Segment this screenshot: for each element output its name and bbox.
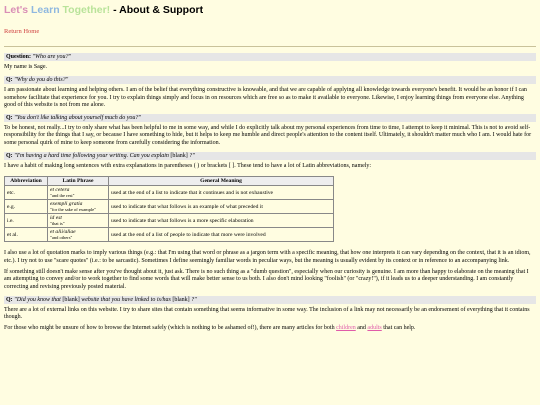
answer-linked-website: There are a lot of external links on this website. I try to share sites that contain something that seems informative in some way. The inclusion of a link may not necessarily be an endorsement of everything that it contains though.: [4, 306, 530, 321]
latin-phrase: et cetera: [50, 187, 70, 194]
answer-hard-time-following: I have a habit of making long sentences with extra explanations in parentheses ( ) or brackets [ ]. These tend to have a lot of Latin abbreviations, namely:: [4, 163, 372, 170]
paragraph-quotation-marks: I also use a lot of quotation marks to imply various things (e.g.: that I'm using that word or phrase as a jargon term with a specific meaning, that how one interprets it can vary depending on the context, that it is an idiom, etc.). I try not to use "scare quotes" (i.e.: to be sarcastic). Sometimes I define seemingly familiar words in peculiar ways, but the meaning is usually evident by its context or in reference to an accompanying link.: [4, 250, 531, 264]
title-part-together: Together!: [62, 4, 111, 16]
cell-abbreviation: etc.: [5, 186, 48, 200]
answer-who-are-you: My name is Sage.: [4, 64, 47, 70]
page-title: [4, 4, 536, 16]
latin-phrase: id est: [50, 215, 62, 222]
column-header-general-meaning: General Meaning: [109, 177, 334, 186]
question-text-b: website that you have linked to is/has: [79, 296, 173, 303]
question-label: Question:: [6, 54, 32, 60]
latin-translation: "and others": [50, 235, 73, 241]
question-label: Q:: [6, 115, 13, 122]
paragraph-browse-safely: [4, 325, 536, 332]
question-blank-1: [blank]: [62, 296, 80, 303]
cell-meaning: used to indicate that what follows is a more specific elaboration: [109, 214, 334, 228]
latin-abbreviations-table: [4, 176, 334, 242]
browse-text-b: that can help.: [381, 325, 416, 332]
question-label: Q:: [6, 77, 13, 84]
title-part-learn: Learn: [31, 4, 63, 16]
latin-phrase: exempli gratia: [50, 201, 83, 208]
title-suffix: - About & Support: [110, 4, 204, 16]
cell-meaning: used at the end of a list of people to indicate that more were involved: [109, 228, 334, 242]
question-blank: [blank]: [170, 153, 188, 160]
table-row: [5, 228, 334, 242]
cell-meaning: used at the end of a list to indicate that it continues and is not exhaustive: [109, 186, 334, 200]
question-text: "You don't like talking about yourself much do you?": [14, 115, 141, 122]
cell-meaning: used to indicate that what follows is an example of what preceded it: [109, 200, 334, 214]
question-label: Q:: [6, 153, 13, 160]
cell-latin-phrase: [48, 228, 109, 242]
title-part-lets: Let's: [4, 4, 32, 16]
latin-translation: "that is": [50, 221, 65, 227]
question-hard-time-following: [4, 152, 536, 160]
question-blank-2: [blank]: [172, 296, 190, 303]
latin-phrase: et alii/aliae: [50, 229, 76, 236]
question-who-are-you: [4, 53, 536, 61]
question-linked-website: [4, 296, 536, 304]
table-row: [5, 214, 334, 228]
return-home-link[interactable]: Return Home: [4, 28, 40, 35]
question-text-b: ?": [187, 153, 195, 160]
question-talking-about-yourself: [4, 114, 536, 122]
question-text-a: "Did you know that: [14, 296, 63, 303]
question-why-do-this: [4, 76, 536, 84]
question-label: Q:: [6, 296, 13, 303]
divider: [4, 46, 536, 47]
table-header-row: [5, 177, 334, 186]
table-row: [5, 200, 334, 214]
answer-why-do-this: I am passionate about learning and helping others. I am of the belief that everything constructive is knowable, and that we are capable of applying all knowledge towards everyone's benefit. It would be an honor if I can somehow facilitate that experience for you. I try to explain things simply and focus in on resources which are free so as to make it available to everyone. Likewise, I enjoy learning things from everyone else. Anything good of this website is not from me alone.: [4, 87, 527, 108]
cell-abbreviation: et al.: [5, 228, 48, 242]
children-link[interactable]: children: [336, 325, 356, 332]
cell-latin-phrase: [48, 214, 109, 228]
cell-latin-phrase: [48, 186, 109, 200]
cell-latin-phrase: [48, 200, 109, 214]
question-text: "Why do you do this?": [14, 77, 69, 84]
browse-and: and: [355, 325, 368, 332]
adults-link[interactable]: adults: [367, 325, 382, 332]
browse-text-a: For those who might be unsure of how to browse the Internet safely (which is nothing to be ashamed of!), there are many articles for both: [4, 325, 337, 332]
question-text-c: ?": [189, 296, 197, 303]
question-text: "Who are you?": [32, 54, 71, 60]
cell-abbreviation: e.g.: [5, 200, 48, 214]
column-header-latin-phrase: Latin Phrase: [48, 177, 109, 186]
column-header-abbreviation: Abbreviation: [5, 177, 48, 186]
latin-translation: "and the rest": [50, 193, 75, 199]
paragraph-just-ask: If something still doesn't make sense after you've thought about it, just ask. There is no such thing as a "dumb question", especially when our curiosity is genuine. I am more than happy to elaborate on the meaning that I am attempting to convey and/or to work together to find some words that will make better sense to us both. I also don't mind looking "foolish" (or "crazy!"), if it leads us to a deeper understanding. I am constantly correcting and revising previously posted material.: [4, 268, 529, 290]
table-row: [5, 186, 334, 200]
answer-talking-about-yourself: To be honest, not really...I try to only share what has been helpful to me in some way, and while I do explicitly talk about my personal experiences from time to time, I attempt to keep it minimal. This is not to avoid self-responsibility for the things that I say, or because I have something to hide, but it helps to keep me humble and direct people's attention to the content itself. Ultimately, it shouldn't matter much who I am. I would hate for some personal quirk of mine to keep someone from carefully considering the information.: [4, 125, 532, 146]
cell-abbreviation: i.e.: [5, 214, 48, 228]
latin-translation: "for the sake of example": [50, 207, 96, 213]
question-text-a: "I'm having a hard time following your writing. Can you explain: [14, 153, 171, 160]
